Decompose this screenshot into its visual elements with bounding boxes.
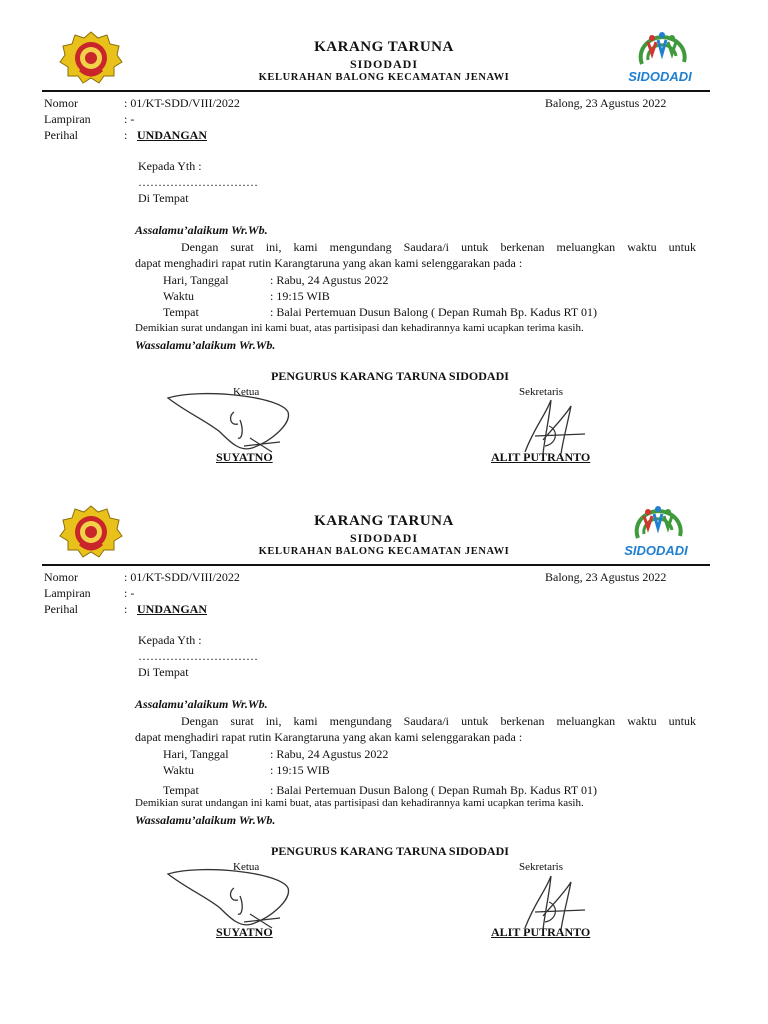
org-subtitle: SIDODADI [349,531,418,545]
sidodadi-logo [614,500,698,560]
org-subtitle: SIDODADI [349,57,418,71]
header-rule [42,90,710,92]
body-paragraph-line-1: Dengan surat ini, kami mengundang Saudara/i untuk berkenan meluangkan waktu untuk [181,240,696,254]
nomor-value: : 01/KT-SDD/VIII/2022 [124,96,240,110]
row-label-time: Waktu [163,289,195,303]
greeting: Assalamu’alaikum Wr.Wb. [135,223,268,237]
place-date: Balong, 23 Agustus 2022 [545,96,667,110]
left-role: Ketua [233,386,260,398]
row-value-date: : Rabu, 24 Agustus 2022 [270,273,389,287]
perihal-colon: : [124,602,128,616]
right-role: Sekretaris [519,861,563,873]
lampiran-value: : - [124,112,135,126]
closing-line: Demikian surat undangan ini kami buat, atas partisipasi dan kehadirannya kami ucapkan terima kasih. [135,322,584,334]
recipient-place: Di Tempat [138,665,189,679]
row-value-date: : Rabu, 24 Agustus 2022 [270,747,389,761]
sekretaris-signature [515,396,595,456]
lampiran-label: Lampiran [44,586,91,600]
org-kelurahan: KELURAHAN BALONG KECAMATAN JENAWI [258,72,510,83]
signature-org: PENGURUS KARANG TARUNA SIDODADI [271,844,509,858]
perihal-label: Perihal [44,128,78,142]
right-signer-name: ALIT PUTRANTO [491,925,591,939]
recipient-dots: ………………………… [138,175,258,189]
nomor-label: Nomor [44,96,78,110]
greeting: Assalamu’alaikum Wr.Wb. [135,697,268,711]
body-paragraph-line-1: Dengan surat ini, kami mengundang Saudara/i untuk berkenan meluangkan waktu untuk [181,714,696,728]
row-value-place: : Balai Pertemuan Dusun Balong ( Depan Rumah Bp. Kadus RT 01) [270,305,598,319]
row-label-date: Hari, Tanggal [163,747,229,761]
invitation-letter-2 [0,474,768,948]
right-signer-name: ALIT PUTRANTO [491,450,591,464]
row-value-time: : 19:15 WIB [270,289,330,303]
recipient-dots: ………………………… [138,649,258,663]
nomor-value: : 01/KT-SDD/VIII/2022 [124,570,240,584]
recipient-place: Di Tempat [138,191,189,205]
left-role: Ketua [233,861,260,873]
place-date: Balong, 23 Agustus 2022 [545,570,667,584]
perihal-value: UNDANGAN [137,128,207,142]
lampiran-label: Lampiran [44,112,91,126]
signature-org: PENGURUS KARANG TARUNA SIDODADI [271,369,509,383]
sekretaris-signature [515,872,595,932]
org-title: KARANG TARUNA [314,39,454,55]
right-role: Sekretaris [519,386,563,398]
lampiran-value: : - [124,586,135,600]
left-signer-name: SUYATNO [216,925,273,939]
nomor-label: Nomor [44,570,78,584]
row-label-time: Waktu [163,763,195,777]
closing-greeting: Wassalamu’alaikum Wr.Wb. [135,813,276,827]
row-value-place: : Balai Pertemuan Dusun Balong ( Depan Rumah Bp. Kadus RT 01) [270,783,598,797]
body-paragraph-line-2: dapat menghadiri rapat rutin Karangtaruna yang akan kami selenggarakan pada : [135,256,523,270]
logo-text: SIDODADI [628,69,692,84]
row-label-date: Hari, Tanggal [163,273,229,287]
invitation-letter-1 [0,0,768,474]
recipient-to: Kepada Yth : [138,159,202,173]
body-paragraph-line-2: dapat menghadiri rapat rutin Karangtaruna yang akan kami selenggarakan pada : [135,730,523,744]
sidodadi-logo [618,26,702,86]
header-rule [42,564,710,566]
logo-text: SIDODADI [624,543,688,558]
perihal-label: Perihal [44,602,78,616]
recipient-to: Kepada Yth : [138,633,202,647]
perihal-value: UNDANGAN [137,602,207,616]
sidodadi-logo-icon [618,26,702,70]
perihal-colon: : [124,128,128,142]
row-value-time: : 19:15 WIB [270,763,330,777]
row-label-place: Tempat [163,305,199,319]
ketua-signature [160,390,300,456]
closing-line: Demikian surat undangan ini kami buat, atas partisipasi dan kehadirannya kami ucapkan terima kasih. [135,797,584,809]
row-label-place: Tempat [163,783,199,797]
org-title: KARANG TARUNA [314,513,454,529]
org-kelurahan: KELURAHAN BALONG KECAMATAN JENAWI [258,546,510,557]
ketua-signature [160,866,300,932]
left-signer-name: SUYATNO [216,450,273,464]
sidodadi-logo-icon [614,500,698,544]
closing-greeting: Wassalamu’alaikum Wr.Wb. [135,338,276,352]
